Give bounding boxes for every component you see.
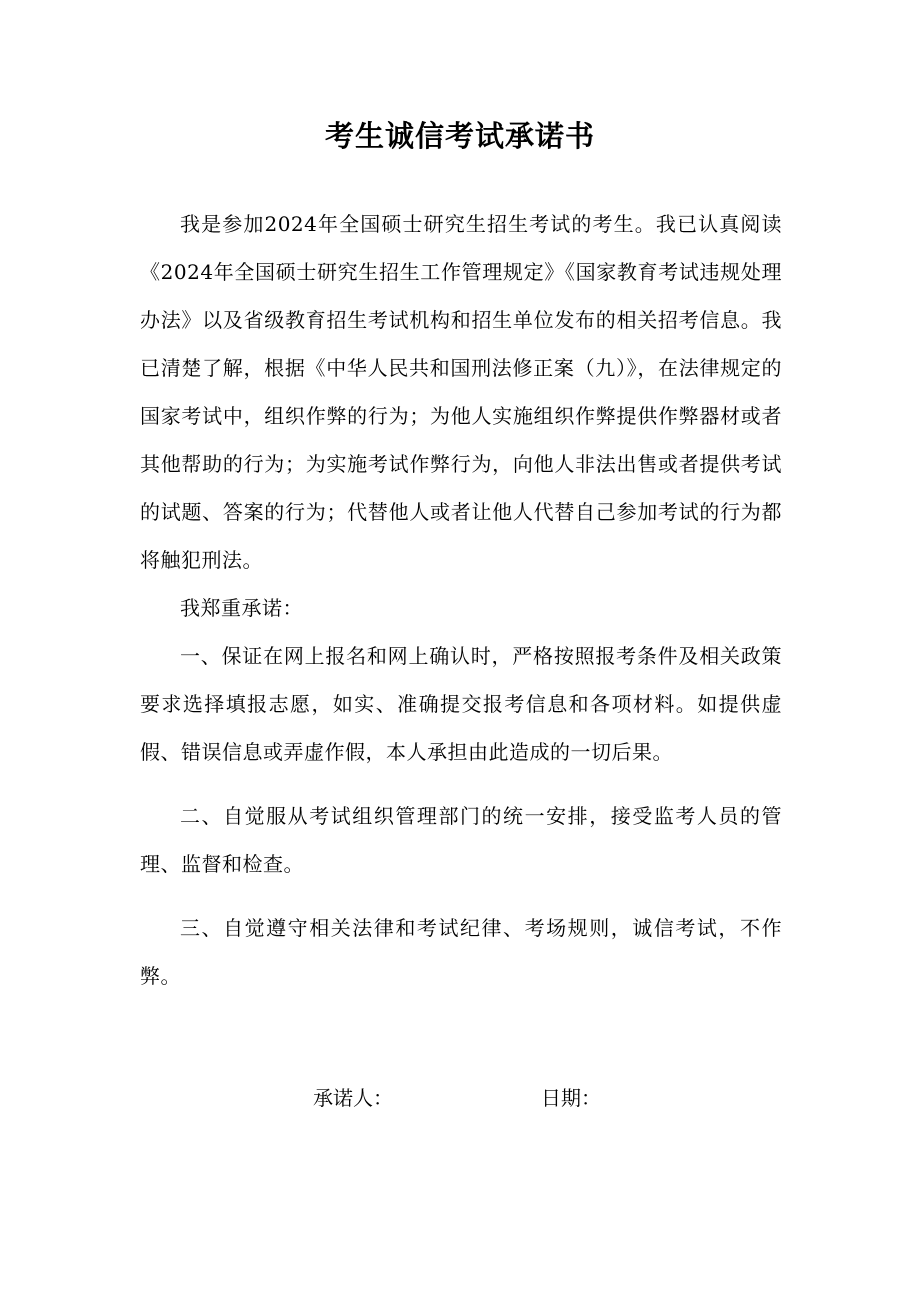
promiser-label: 承诺人：: [313, 1086, 393, 1110]
pledge-item-3: 三、自觉遵守相关法律和考试纪律、考场规则，诚信考试，不作弊。: [140, 916, 782, 988]
pledge-item-2: 二、自觉服从考试组织管理部门的统一安排，接受监考人员的管理、监督和检查。: [140, 804, 782, 876]
intro-paragraph: 我是参加2024年全国硕士研究生招生考试的考生。我已认真阅读《2024年全国硕士研究生招生工作管理规定》《国家教育考试违规处理办法》以及省级教育招生考试机构和招生单位发布的相关招考信息。我已清楚了解，根据《中华人民共和国刑法修正案（九）》，在法律规定的国家考试中，组织作弊的行为；为他人实施组织作弊提供作弊器材或者其他帮助的行为；为实施考试作弊行为，向他人非法出售或者提供考试的试题、答案的行为；代替他人或者让他人代替自己参加考试的行为都将触犯刑法。: [140, 212, 782, 572]
date-label: 日期：: [541, 1086, 601, 1110]
document-body: [140, 200, 782, 1000]
signature-line: [0, 1078, 920, 1118]
document-title: 考生诚信考试承诺书: [324, 119, 595, 153]
pledge-heading: 我郑重承诺：: [180, 596, 303, 620]
pledge-item-1: 一、保证在网上报名和网上确认时，严格按照报考条件及相关政策要求选择填报志愿，如实、准确提交报考信息和各项材料。如提供虚假、错误信息或弄虚作假，本人承担由此造成的一切后果。: [140, 644, 782, 764]
